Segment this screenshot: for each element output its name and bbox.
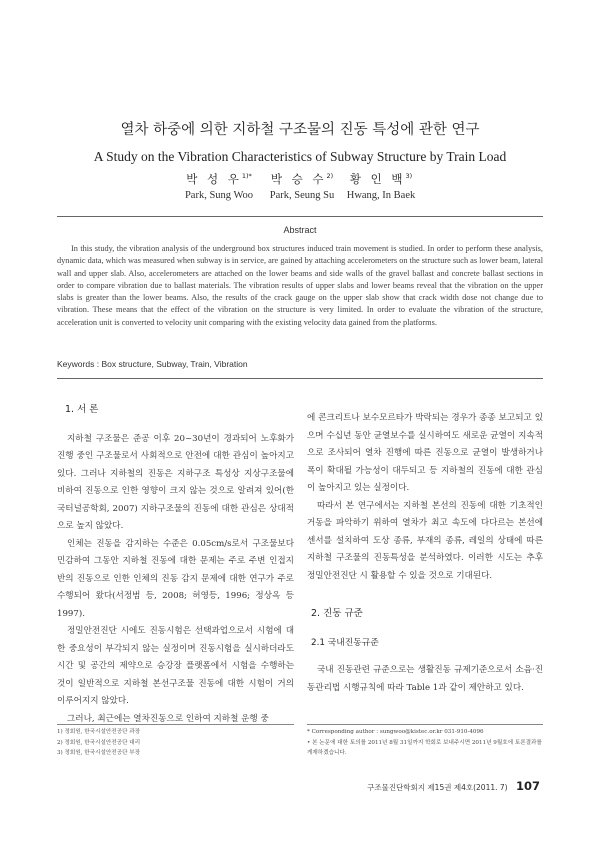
- footnotes-left: [57, 727, 294, 759]
- page-footer: [340, 779, 540, 793]
- paragraph: 정밀안전진단 시에도 진동시험은 선택과업으로서 시험에 대한 중요성이 부각되지 않는 실정이며 진동시험을 실시하더라도 시간 및 공간의 제약으로 승강장 플랫폼에서 시험을 수행하는 것이 일반적으로 지하철 본선구조물 진동에 대한 시험이 거의 이루어지지 않았다.: [57, 626, 294, 706]
- paper-title-english: A Study on the Vibration Characteristics of Subway Structure by Train Load: [93, 149, 507, 164]
- abstract-top-rule: [57, 216, 543, 217]
- section-2-heading: 2. 진동 규준: [311, 608, 363, 619]
- author-name-ko: 박 성 우$^{1)*}$: [186, 172, 252, 186]
- keywords-separator: :: [96, 359, 102, 369]
- paper-title-korean: 열차 하중에 의한 지하철 구조물의 진동 특성에 관한 연구: [120, 122, 480, 138]
- keywords-line: [57, 359, 543, 369]
- section-1-heading: 1. 서 론: [65, 404, 99, 415]
- journal-citation: 구조물진단학회지 제15권 제4호(2011. 7): [367, 783, 508, 792]
- author-name-ko: 황 인 백$^{3)}$: [349, 172, 413, 186]
- abstract-bottom-rule: [57, 378, 543, 379]
- right-column: [307, 410, 543, 697]
- subsection-2-1-heading: 2.1 국내진동규준: [311, 637, 379, 648]
- author-name-ko: 박 승 수$^{2)}$: [270, 172, 334, 186]
- author-name-en: Hwang, In Baek: [346, 190, 416, 201]
- footnote: 3) 정회원, 한국시설안전공단 부장: [57, 750, 141, 756]
- author-name-en: Park, Seung Su: [269, 190, 335, 201]
- author-name-en: Park, Sung Woo: [184, 190, 254, 201]
- footnote-rule-right: [307, 724, 543, 725]
- footnote: * Corresponding author : sungwoo@kistec.or.kr 031-910-4096: [307, 729, 484, 735]
- paragraph: 에 콘크리트나 보수모르타가 박락되는 경우가 종종 보고되고 있으며 수십년 동안 균열보수를 실시하여도 새로운 균열이 지속적으로 조사되어 열차 진행에 따른 진동으로 균열이 발생하거나 폭이 확대될 가능성이 대두되고 등 지하철의 진동에 대한 관심이 높아지고 있는 실정이다.: [307, 413, 543, 493]
- footnote: • 본 논문에 대한 토의를 2011년 8월 31일까지 학회로 보내주시면 2011년 9월호에 토론결과를 게재하겠습니다.: [307, 739, 542, 756]
- paragraph: 그러나, 최근에는 열차진동으로 인하여 지하철 운행 중: [67, 713, 269, 724]
- paragraph: 지하철 구조물은 준공 이후 20~30년이 경과되어 노후화가 진행 중인 구조물로서 사회적으로 안전에 대한 관심이 높아지고 있다. 그러나 지하철의 진동은 지하구조 특성상 지상구조물에 비하여 진동으로 인한 영향이 크지 않는 것으로 알려져 있어(한국터널공학회, 2007) 지하구조물의 진동에 대한 관심은 상대적으로 높지 않았다.: [57, 433, 294, 531]
- footnote: 2) 정회원, 한국시설안전공단 대리: [57, 739, 141, 746]
- footnote-rule-left: [57, 724, 294, 725]
- left-column: [57, 401, 294, 728]
- author-3: [326, 171, 436, 201]
- keywords-values: Box structure, Subway, Train, Vibration: [101, 359, 248, 369]
- paragraph: 인체는 진동을 감지하는 수준은 0.05cm/s로서 구조물보다 민감하여 그동안 지하철 진동에 대한 문제는 주로 주변 인접지반의 진동으로 인한 인체의 진동 감지 문제에 대한 연구가 주로 수행되어 왔다(서정범 등, 2008; 허영등, 1996; 정상옥 등 1997).: [57, 538, 294, 619]
- abstract-heading: Abstract: [283, 225, 317, 235]
- footnotes-right: [307, 727, 543, 759]
- abstract-body: In this study, the vibration analysis of the underground box structures induced train movement is studied. In order to perform these analysis, dynamic data, which was measured when subway is in service, are gained by attaching accelerometers on the structure such as lower beam, lateral wall and upper slab. Also, accelerometers are attached on the lower beams and side walls of the gravel ballast and concrete ballast sections in order to compare vibration due to ballast materials. The vibration results of upper slabs and lower beams reveal that the vibration on the upper slabs is greater than the lower beams. Also, the results of the crack gauge on the upper slab show that crack width dose not change due to vibration. These means that the effect of the vibration on the structure is very limited. In order to evaluate the vibration of the structure, acceleration unit is converted to velocity unit comparing with the existing velocity data gained from the platforms.: [57, 244, 543, 327]
- footnote: 1) 정회원, 한국시설안전공단 과장: [57, 729, 141, 735]
- paragraph: 국내 진동관련 규준으로는 생활진동 규제기준으로서 소음·진동관리법 시행규칙에 따라 Table 1과 같이 제안하고 있다.: [307, 665, 543, 693]
- keywords-label: Keywords: [57, 359, 95, 369]
- paragraph: 따라서 본 연구에서는 지하철 본선의 진동에 대한 기초적인 거동을 파악하기 위하여 열차가 최고 속도에 다다르는 본선에 센서를 설치하여 도상 종류, 부재의 종류, 레일의 상태에 따른 지하철 구조물의 진동특성을 분석하였다. 이러한 시도는 추후 정밀안전진단 시 활용할 수 있을 것으로 기대된다.: [307, 500, 543, 581]
- page-number: 107: [515, 779, 540, 793]
